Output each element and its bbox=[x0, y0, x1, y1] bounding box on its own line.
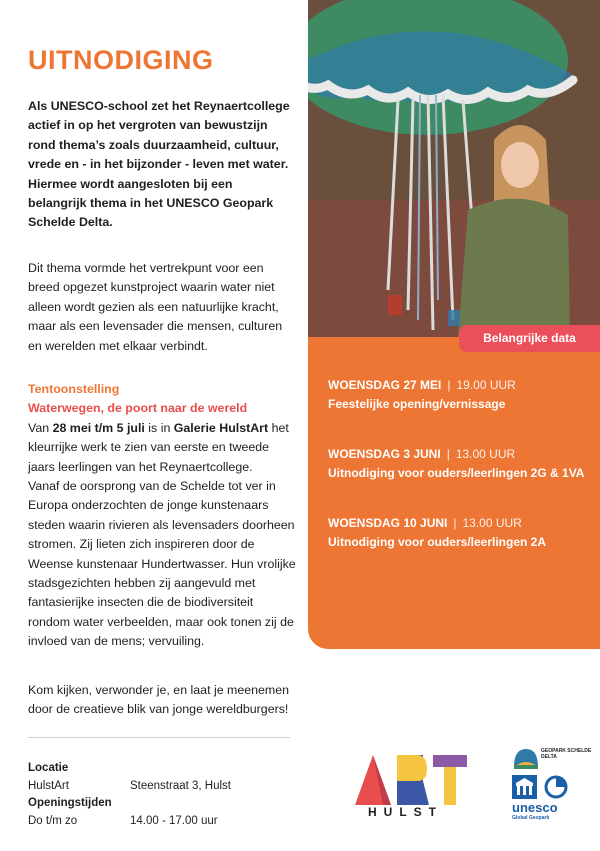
date-description: Uitnodiging voor ouders/leerlingen 2A bbox=[328, 535, 547, 549]
date-day: WOENSDAG 10 JUNI bbox=[328, 516, 448, 530]
exhibition-heading: Tentoonstelling bbox=[28, 382, 120, 396]
date-time: 19.00 UUR bbox=[456, 378, 516, 392]
exhibition-dates: 28 mei t/m 5 juli bbox=[52, 420, 145, 435]
photo-illustration bbox=[308, 0, 600, 337]
exhibition-body: Vanaf de oorsprong van de Schelde tot ver in Europa onderzochten de jonge kunstenaars steden waarin rivieren als levensaders doorheen stromen. Zij lieten zich inspireren door de Weense kunstenaar Hundertwasser. Hun vrolijke stadsgezichten hebben zij aangevuld met fantasierijke insecten die de biodiversiteit rondom water verbeelden, maar ook tonen zij de invloed van de mens; vervuiling. bbox=[28, 479, 296, 649]
info-block bbox=[28, 760, 328, 830]
exhibition-text-3: het kleurrijke werk te zien van eerste en tweede jaars leerlingen van het Reynaertcollege. bbox=[28, 420, 289, 474]
location-address: Steenstraat 3, Hulst bbox=[130, 779, 231, 792]
art-hulst-text: HULST bbox=[368, 805, 443, 819]
exhibition-section bbox=[28, 380, 296, 652]
date-separator: | bbox=[447, 378, 451, 392]
date-day: WOENSDAG 27 MEI bbox=[328, 378, 442, 392]
dates-list bbox=[328, 376, 590, 583]
dates-tag: Belangrijke data bbox=[459, 325, 600, 352]
exhibition-subheading: Waterwegen, de poort naar de wereld bbox=[28, 401, 248, 416]
divider bbox=[28, 737, 290, 738]
hours-days: Do t/m zo bbox=[28, 814, 78, 827]
date-separator: | bbox=[446, 447, 450, 461]
jellyfish-costume-photo bbox=[308, 0, 600, 337]
intro-bold-paragraph: Als UNESCO-school zet het Reynaertcollege actief in op het vergroten van bewustzijn rond thema’s zoals duurzaamheid, cultuur, vrede en - in het bijzonder - leven met water. Hiermee wordt aangesloten bij een belangrijk thema in het UNESCO Geopark Schelde Delta. bbox=[28, 99, 290, 230]
location-row bbox=[28, 778, 328, 796]
date-line bbox=[328, 514, 590, 533]
exhibition-text-2: is in bbox=[144, 420, 174, 435]
unesco-logo-mark bbox=[512, 775, 572, 800]
geopark-text: GEOPARK SCHELDE DELTA bbox=[541, 748, 592, 760]
date-separator: | bbox=[453, 516, 457, 530]
location-label: Locatie bbox=[28, 762, 69, 774]
intro-paragraph: Dit thema vormde het vertrekpunt voor een breed opgezet kunstproject waarin water niet alleen wordt gezien als een natuurlijke kracht, maar als een levensader die mensen, culturen en werelden met elkaar verbindt. bbox=[28, 261, 283, 353]
hours-label: Openingstijden bbox=[28, 797, 112, 809]
closing-paragraph: Kom kijken, verwonder je, en laat je meenemen door de creatieve blik van jonge wereldburgers! bbox=[28, 683, 290, 717]
hours-times: 14.00 - 17.00 uur bbox=[130, 814, 218, 827]
date-line bbox=[328, 376, 590, 395]
date-time: 13.00 UUR bbox=[462, 516, 522, 530]
exhibition-lead bbox=[28, 419, 296, 477]
date-time: 13.00 UUR bbox=[455, 447, 516, 461]
date-item bbox=[328, 376, 590, 414]
location-name: HulstArt bbox=[28, 779, 69, 792]
date-line bbox=[328, 445, 590, 464]
date-description: Feestelijke opening/vernissage bbox=[328, 397, 506, 411]
date-day: WOENSDAG 3 JUNI bbox=[328, 447, 441, 461]
date-item bbox=[328, 514, 590, 552]
exhibition-text-1: Van bbox=[28, 420, 53, 435]
exhibition-venue: Galerie HulstArt bbox=[173, 420, 269, 435]
unesco-subtext: Global Geopark bbox=[512, 815, 550, 821]
date-description: Uitnodiging voor ouders/leerlingen 2G & 1VA bbox=[328, 466, 585, 480]
unesco-text: unesco bbox=[512, 800, 558, 815]
page-title: UITNODIGING bbox=[28, 45, 214, 75]
date-item bbox=[328, 445, 590, 483]
hours-row bbox=[28, 813, 328, 831]
